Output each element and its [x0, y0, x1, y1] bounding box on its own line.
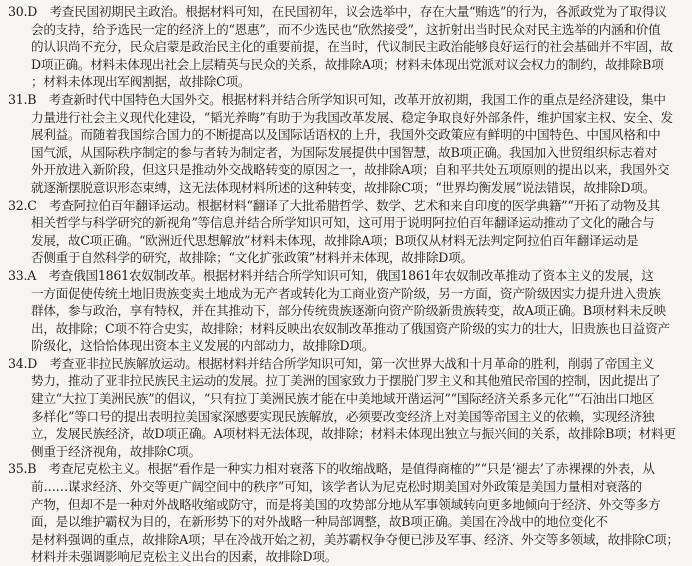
answer-item — [8, 355, 686, 461]
answer-line — [8, 390, 686, 408]
answer-text: 否侧重于自然科学的研究，故排除；“文化扩张政策”材料并未体现，故排除D项。 — [31, 250, 473, 266]
answer-line — [8, 21, 686, 39]
answer-text: 就逐渐摆脱意识形态束缚，这无法体现材料所述的这种转变，故排除C项；“世界均衡发展”说法错误，故排除D项。 — [31, 179, 656, 195]
answer-line — [8, 56, 686, 74]
answer-line — [8, 73, 686, 91]
answer-line — [8, 425, 686, 443]
answer-first-line — [8, 267, 686, 285]
question-number: 32.C — [8, 197, 37, 213]
answer-text: ；材料未体现出军阀割据，故排除C项。 — [31, 74, 251, 90]
answer-line — [8, 249, 686, 267]
answer-text: 考查阿拉伯百年翻译运动。根据材料“翻译了大批希腊哲学、数学、艺术和来自印度的医学典籍”“开拓了动物及其 — [49, 197, 660, 213]
answer-text: 产物，但却不是一种对外战略收缩或防守，而是将美国的攻势部分地从军事领域转向更多地倾向于经济、外交等多方 — [31, 496, 661, 512]
answer-line — [8, 513, 686, 531]
answer-text: 立，发展民族经济，故D项正确。A项材料无法体现，故排除；材料未体现出独立与振兴间的关系，故排除B项；材料更 — [31, 426, 676, 442]
answer-text: 力量进行社会主义现代化建设，“韬光养晦”有助于为我国改革发展、稳定争取良好外部条件，维护国家主权、安全、发 — [31, 109, 673, 125]
answer-line — [8, 320, 686, 338]
answer-text: D项正确。材料未体现出社会上层精英与民众的关系，故排除A项；材料未体现出党派对议会权力的制约，故排除B项 — [31, 56, 664, 72]
answer-line — [8, 144, 686, 162]
answer-first-line — [8, 355, 686, 373]
answer-text: 考查民国初期民主政治。根据材料可知，在民国初年，议会选举中，存在大量“贿选”的行为，各派政党为了取得议 — [49, 4, 667, 19]
answer-line — [8, 126, 686, 144]
answer-text: 会的支持，给予选民一定的经济上的“恩惠”，而不少选民也“欣然接受”，这折射出当时民众对民主选举的内涵和价值 — [31, 21, 661, 37]
answer-text: 考查俄国1861农奴制改革。根据材料并结合所学知识可知，俄国1861年农奴制改革推动了资本主义的发展，这 — [48, 267, 654, 283]
answer-text: 的认识尚不充分，民众启蒙是政治民主化的重要前提，在当时，代议制民主政治能够良好运行的社会基础并不牢固，故 — [31, 39, 673, 55]
answer-text: 展利益。而随着我国综合国力的不断提高以及国际话语权的上升，我国外交政策应有鲜明的中国特色、中国风格和中 — [31, 127, 661, 143]
answer-first-line — [8, 3, 686, 21]
answer-item — [8, 267, 686, 355]
answer-line — [8, 408, 686, 426]
answer-first-line — [8, 197, 686, 215]
answer-text: 前……谋求经济、外交等更广阔空间中的秩序”可知，该学者认为尼克松时期美国对外政策是美国力量相对衰落的 — [31, 479, 642, 495]
answer-line — [8, 38, 686, 56]
answer-line — [8, 548, 686, 566]
answer-line — [8, 161, 686, 179]
answer-text: 相关哲学与科学研究的新视角”等信息并结合所学知识可知，这可用于说明阿拉伯百年翻译运动推动了文化的融合与 — [31, 215, 655, 231]
answer-line — [8, 179, 686, 197]
answer-line — [8, 478, 686, 496]
question-number: 31.B — [8, 91, 37, 107]
answer-line — [8, 285, 686, 303]
answer-text: 考查尼克松主义。根据“看作是一种实力相对衰落下的收缩战略，是值得商榷的”“只是‘褪去’了赤裸裸的外表，从 — [48, 461, 655, 477]
answer-line — [8, 531, 686, 549]
answer-line — [8, 496, 686, 514]
answer-text: 是材料强调的重点，故排除A项；早在冷战开始之初，美苏霸权争夺便已涉及军事、经济、外交等多领域，故排除C项； — [31, 531, 679, 547]
answer-item — [8, 91, 686, 197]
answer-text: 考查亚非拉民族解放运动。根据材料并结合所学知识可知，第一次世界大战和十月革命的胜利，削弱了帝国主义 — [49, 355, 655, 371]
answer-line — [8, 232, 686, 250]
answer-item — [8, 460, 686, 566]
answer-text: 群体，参与政治，享有特权，并在其推动下，部分传统贵族逐渐向资产阶级新贵族转变，故A项正确。B项材料未反映 — [31, 303, 666, 319]
question-number: 30.D — [8, 4, 38, 19]
answer-text: 出，故排除；C项不符合史实，故排除；材料反映出农奴制改革推动了俄国资产阶级的实力的壮大，旧贵族也日益资产 — [31, 320, 670, 336]
answer-item — [8, 197, 686, 267]
answer-first-line — [8, 460, 686, 478]
answer-line — [8, 302, 686, 320]
answer-item — [8, 3, 686, 91]
question-number: 34.D — [8, 355, 38, 371]
answer-text: 一方面促使传统土地旧贵族变卖土地成为无产者或转化为工商业资产阶级，另一方面，资产阶级因实力提升进入贵族 — [31, 285, 661, 301]
answer-text: 多样化”等口号的提出表明拉美国家深感要实现民族解放，必须要改变经济上对美国等帝国主义的依赖，实现经济独 — [31, 408, 655, 424]
answer-text: 发展，故C项正确。“欧洲近代思想解放”材料未体现，故排除A项；B项仅从材料无法判定阿拉伯百年翻译运动是 — [31, 232, 639, 248]
answer-text: 外开放进入新阶段，但这只是推动外交战略转变的原因之一，故排除A项；自和平共处五项原则的提出以来，我国外交 — [31, 162, 670, 178]
answer-text: 侧重于经济视角，故排除C项。 — [31, 443, 201, 459]
question-number: 33.A — [8, 267, 37, 283]
answer-text: 国气派，从国际秩序制定的参与者转为制定者，为国际发展提供中国智慧，故B项正确。我国加入世贸组织标志着对 — [31, 144, 658, 160]
question-number: 35.B — [8, 461, 37, 477]
answer-first-line — [8, 91, 686, 109]
answer-text: 考查新时代中国特色大国外交。根据材料并结合所学知识可知，改革开放初期，我国工作的重点是经济建设，集中 — [48, 91, 666, 107]
answer-line — [8, 337, 686, 355]
answer-line — [8, 372, 686, 390]
answer-line — [8, 214, 686, 232]
answer-text: 建立“大拉丁美洲民族”的倡议，“只有拉丁美洲民族才能在中美地域开凿运河”“国际经济关系多元化”“石油出口地区 — [31, 391, 655, 407]
answer-line — [8, 109, 686, 127]
answer-text: 材料并未强调影响尼克松主义出台的因素，故排除D项。 — [31, 549, 338, 565]
answer-text: 阶级化，这恰恰体现出资本主义发展的内部动力，故排除D项。 — [31, 338, 375, 354]
answer-text: 面，是以维护霸权为目的，在新形势下的对外战略一种局部调整，故B项正确。美国在冷战中的地位变化不 — [31, 514, 608, 530]
answer-line — [8, 443, 686, 461]
answer-text: 势力，推动了亚非拉民族民主运动的发展。拉丁美洲的国家致力于摆脱门罗主义和其他殖民帝国的控制，因此提出了 — [31, 373, 661, 389]
